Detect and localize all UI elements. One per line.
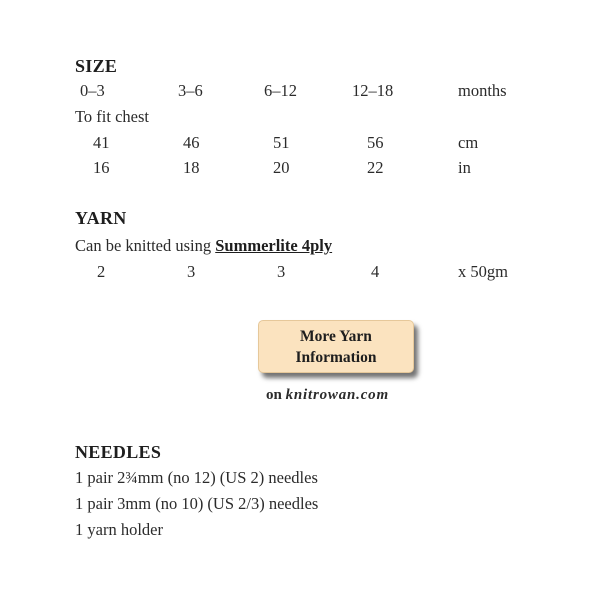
yarn-qty-4: 4 — [371, 262, 380, 281]
yarn-heading: YARN — [75, 208, 127, 228]
yarn-intro-text: Can be knitted using — [75, 236, 216, 255]
size-age-unit: months — [458, 81, 507, 100]
chest-in-1: 16 — [93, 158, 110, 177]
site-line — [266, 387, 389, 404]
chest-in-3: 20 — [273, 158, 290, 177]
yarn-qty-unit: x 50gm — [458, 262, 508, 281]
yarn-intro-line — [75, 236, 332, 256]
more-yarn-info-button[interactable] — [258, 320, 414, 373]
site-prefix: on — [266, 387, 286, 403]
more-yarn-info-line2: Information — [295, 348, 377, 366]
chest-cm-unit: cm — [458, 133, 479, 152]
needles-item-3: 1 yarn holder — [75, 520, 163, 539]
yarn-name-link[interactable]: Summerlite 4ply — [215, 236, 333, 255]
chest-in-4: 22 — [367, 158, 384, 177]
needles-item-2: 1 pair 3mm (no 10) (US 2/3) needles — [75, 494, 319, 513]
size-age-1: 0–3 — [80, 81, 105, 100]
more-yarn-info-line1: More Yarn — [300, 327, 372, 345]
site-link[interactable]: knitrowan.com — [285, 387, 389, 403]
size-age-2: 3–6 — [178, 81, 203, 100]
size-age-4: 12–18 — [352, 81, 394, 100]
yarn-qty-2: 3 — [187, 262, 196, 281]
chest-cm-2: 46 — [183, 133, 200, 152]
chest-cm-1: 41 — [93, 133, 110, 152]
needles-heading: NEEDLES — [75, 442, 162, 462]
yarn-qty-3: 3 — [277, 262, 286, 281]
needles-item-1: 1 pair 2¾mm (no 12) (US 2) needles — [75, 468, 318, 487]
size-heading: SIZE — [75, 56, 118, 76]
chest-in-unit: in — [458, 158, 471, 177]
chest-in-2: 18 — [183, 158, 200, 177]
size-age-3: 6–12 — [264, 81, 297, 100]
yarn-qty-1: 2 — [97, 262, 106, 281]
chest-cm-3: 51 — [273, 133, 290, 152]
chest-label: To fit chest — [75, 107, 149, 126]
chest-cm-4: 56 — [367, 133, 384, 152]
